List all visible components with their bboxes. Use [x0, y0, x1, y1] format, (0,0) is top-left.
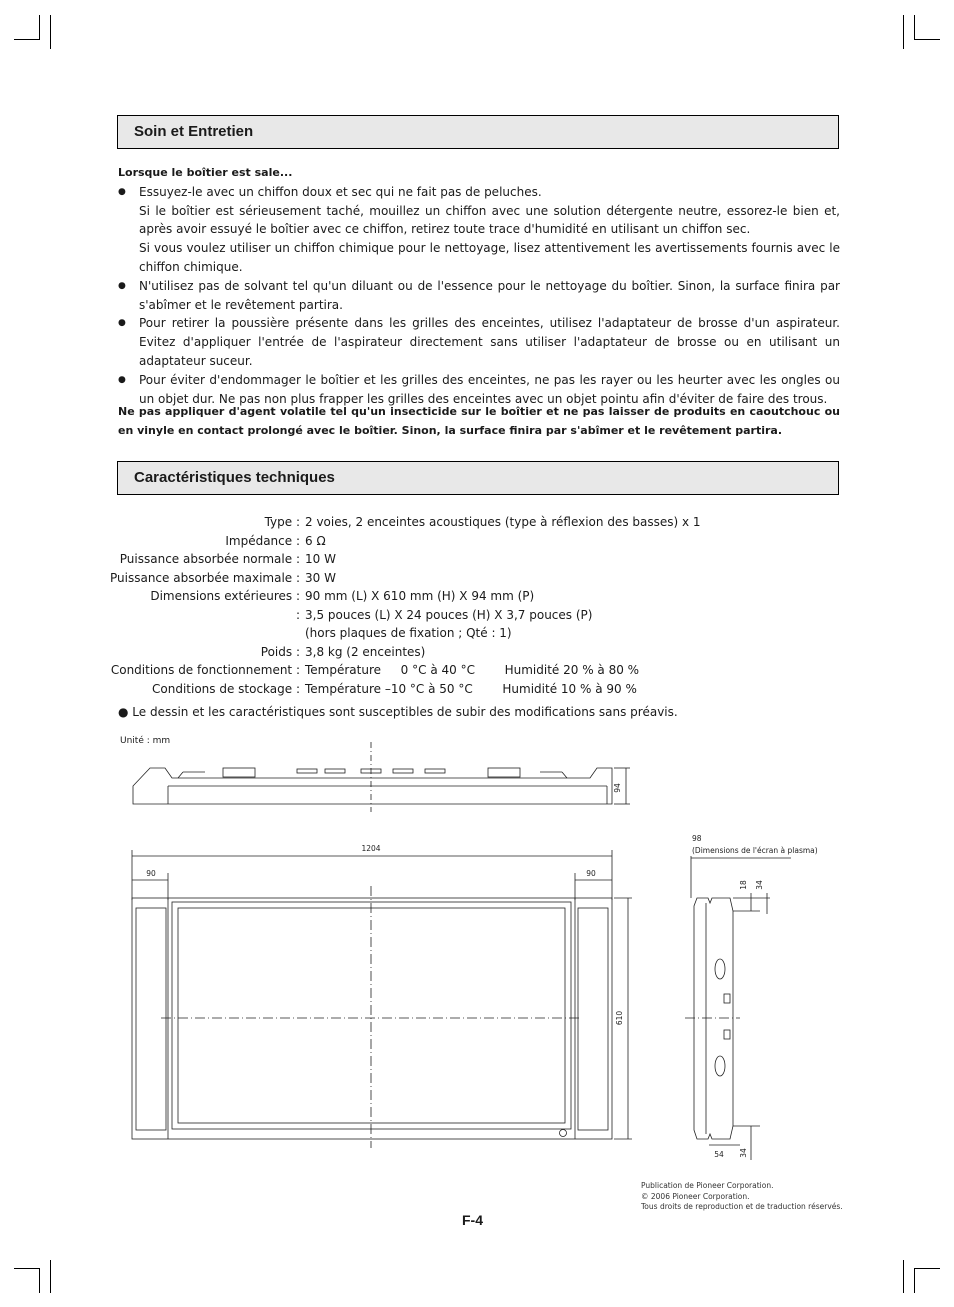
spec-label: Conditions de stockage : — [152, 681, 300, 696]
dim-side-54: 54 — [714, 1150, 724, 1159]
spec-label: Poids : — [260, 644, 300, 659]
dim-side-34-top: 34 — [755, 880, 764, 890]
spec-value: 90 mm (L) X 610 mm (H) X 94 mm (P) — [305, 589, 535, 603]
spec-value: 6 Ω — [305, 533, 326, 548]
unit-label: Unité : mm — [120, 736, 171, 746]
op-temp-label: Température — [305, 663, 382, 677]
dim-side-98-note: (Dimensions de l'écran à plasma) — [692, 846, 818, 855]
dim-side-98: 98 — [692, 834, 702, 843]
spec-label: Impédance : — [225, 533, 300, 548]
front-view — [132, 850, 632, 1148]
spec-value: 3,5 pouces (L) X 24 pouces (H) X 3,7 pouces (P) — [305, 607, 593, 622]
dim-left-speaker: 90 — [146, 869, 156, 878]
care-warning: Ne pas appliquer d'agent volatile tel qu'un insecticide sur le boîtier et ne pas laisser de produits en caoutchouc ou en vinyle en contact prolongé avec le boîtier. Sinon, la surface finira par s'abîmer et le revêtement partira. — [118, 405, 840, 437]
bullet-text: ● Pour éviter d'endommager le boîtier et les grilles des enceintes, ne pas les rayer ou les heurter avec les ongles ou un objet dur. Ne pas non plus frapper les grilles des enceintes avec un objet pointu afin d'éviter de faire des trous. — [139, 372, 840, 406]
specs-section-title: Caractéristiques techniques — [134, 469, 335, 486]
pub-line: © 2006 Pioneer Corporation. — [641, 1191, 750, 1201]
spec-label: Conditions de fonctionnement : — [110, 663, 300, 677]
dim-side-18: 18 — [739, 880, 748, 890]
spec-label: Dimensions extérieures : — [150, 589, 300, 603]
st-temp: Température –10 °C à 50 °C — [305, 681, 473, 696]
care-subheading: Lorsque le boîtier est sale... — [118, 166, 293, 179]
spec-label: Type : — [264, 515, 300, 529]
bullet-text: Si vous voulez utiliser un chiffon chimique pour le nettoyage, lisez attentivement les avertissements fournis avec le chiffon chimique. — [139, 241, 840, 274]
st-humidity: Humidité 10 % à 90 % — [502, 681, 637, 696]
dim-right-speaker: 90 — [586, 869, 596, 878]
bullet-text: ● Pour retirer la poussière présente dans les grilles des enceintes, utilisez l'adaptateur de brosse d'un aspirateur. Evitez d'appliquer l'entrée de l'aspirateur directement sans utiliser l'adaptateur de brosse ou en utilisant un adaptateur suceur. — [139, 316, 840, 368]
op-temp-value: 0 °C à 40 °C — [400, 663, 475, 677]
spec-value: 10 W — [305, 552, 336, 566]
pub-line: Tous droits de reproduction et de traduction réservés. — [641, 1202, 843, 1211]
page-number: F-4 — [462, 1212, 483, 1228]
spec-value: 2 voies, 2 enceintes acoustiques (type à réflexion des basses) x 1 — [305, 515, 701, 529]
care-section-title: Soin et Entretien — [134, 123, 254, 140]
spec-label: Puissance absorbée normale : — [119, 552, 300, 566]
top-view — [133, 742, 630, 812]
bullet-text: Si le boîtier est sérieusement taché, mouillez un chiffon avec une solution détergente neutre, essorez-le bien et, après avoir essuyé le boîtier avec ce chiffon, retirez toute trace d'humidité en utilisant un chiffon sec. — [139, 203, 840, 237]
dim-total-width: 1204 — [361, 844, 381, 853]
specs-note: ● Le dessin et les caractéristiques sont susceptibles de subir des modifications sans préavis. — [118, 705, 678, 719]
op-humidity: Humidité 20 % à 80 % — [504, 663, 640, 677]
dim-side-34-bottom: 34 — [739, 1148, 748, 1158]
bullet-text: ● Essuyez-le avec un chiffon doux et sec qui ne fait pas de peluches. — [139, 184, 542, 199]
pub-line: Publication de Pioneer Corporation. — [641, 1181, 774, 1190]
spec-value: (hors plaques de fixation ; Qté : 1) — [305, 626, 512, 640]
spec-value: 3,8 kg (2 enceintes) — [305, 644, 426, 659]
dim-height: 610 — [615, 1010, 624, 1026]
publication-info — [641, 1181, 843, 1213]
side-view — [685, 856, 791, 1160]
spec-label: Puissance absorbée maximale : — [110, 570, 301, 585]
dim-top-depth: 94 — [613, 783, 622, 793]
spec-value: 30 W — [305, 570, 336, 585]
bullet-text: ● N'utilisez pas de solvant tel qu'un diluant ou de l'essence pour le nettoyage du boîtier. Sinon, la surface finira par s'abîmer et le revêtement partira. — [139, 278, 840, 312]
spec-label: : — [295, 607, 300, 622]
